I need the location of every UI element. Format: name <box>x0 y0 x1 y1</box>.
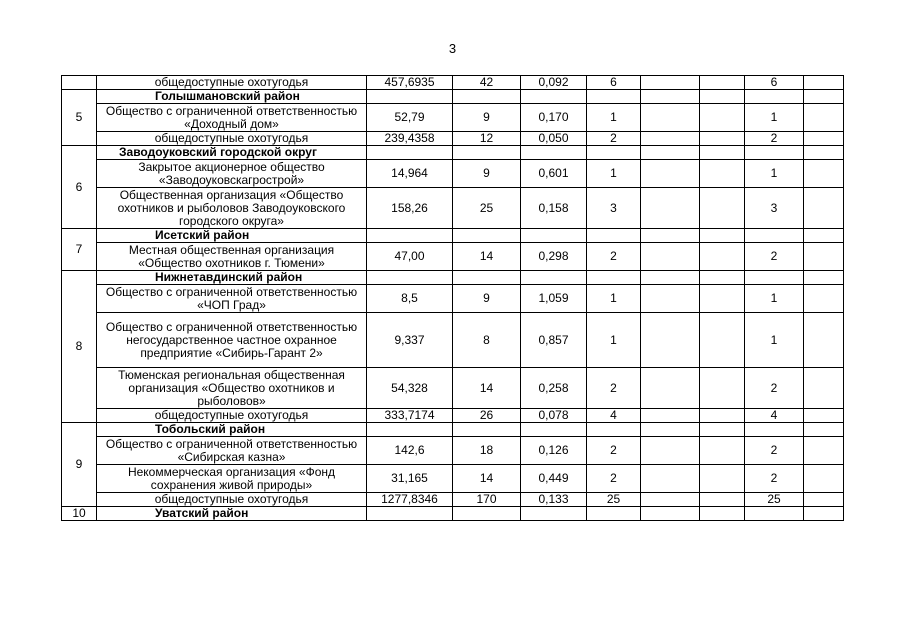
total-cell: 2 <box>745 465 804 493</box>
empty-cell <box>804 76 844 90</box>
quota-cell: 1 <box>587 285 641 313</box>
row-number-cell: 5 <box>62 90 97 146</box>
density-cell: 0,298 <box>521 243 587 271</box>
district-name: Голышмановский район <box>97 90 367 104</box>
empty-cell <box>641 493 700 507</box>
empty-cell <box>587 507 641 521</box>
empty-cell <box>700 368 745 409</box>
empty-cell <box>700 409 745 423</box>
empty-cell <box>804 132 844 146</box>
empty-cell <box>453 507 521 521</box>
organization-cell: Закрытое акционерное общество «Заводоуковскагрострой» <box>97 160 367 188</box>
density-cell: 0,857 <box>521 313 587 368</box>
organization-cell: общедоступные охотугодья <box>97 76 367 90</box>
empty-cell <box>641 313 700 368</box>
district-row <box>62 229 844 243</box>
total-cell: 1 <box>745 104 804 132</box>
empty-cell <box>453 229 521 243</box>
total-cell: 1 <box>745 285 804 313</box>
empty-cell <box>641 160 700 188</box>
hunting-quota-table <box>61 75 844 521</box>
organization-cell: Местная общественная организация «Общество охотников г. Тюмени» <box>97 243 367 271</box>
density-cell: 1,059 <box>521 285 587 313</box>
table-row <box>62 409 844 423</box>
empty-cell <box>700 90 745 104</box>
count-cell: 26 <box>453 409 521 423</box>
empty-cell <box>367 271 453 285</box>
empty-cell <box>587 90 641 104</box>
page-number: 3 <box>448 41 457 56</box>
empty-cell <box>745 271 804 285</box>
quota-cell: 2 <box>587 465 641 493</box>
table-row <box>62 243 844 271</box>
empty-cell <box>521 271 587 285</box>
empty-cell <box>521 90 587 104</box>
empty-cell <box>804 409 844 423</box>
count-cell: 12 <box>453 132 521 146</box>
empty-cell <box>700 285 745 313</box>
empty-cell <box>641 76 700 90</box>
empty-cell <box>367 507 453 521</box>
district-name: Тобольский район <box>97 423 367 437</box>
organization-cell: Некоммерческая организация «Фонд сохранения живой природы» <box>97 465 367 493</box>
empty-cell <box>641 188 700 229</box>
empty-cell <box>521 229 587 243</box>
empty-cell <box>641 229 700 243</box>
density-cell: 0,170 <box>521 104 587 132</box>
empty-cell <box>641 423 700 437</box>
count-cell: 9 <box>453 285 521 313</box>
quota-cell: 2 <box>587 368 641 409</box>
area-cell: 457,6935 <box>367 76 453 90</box>
organization-cell: Тюменская региональная общественная организация «Общество охотников и рыболовов» <box>97 368 367 409</box>
area-cell: 54,328 <box>367 368 453 409</box>
area-cell: 14,964 <box>367 160 453 188</box>
empty-cell <box>453 90 521 104</box>
total-cell: 2 <box>745 368 804 409</box>
area-cell: 47,00 <box>367 243 453 271</box>
empty-cell <box>641 132 700 146</box>
count-cell: 8 <box>453 313 521 368</box>
empty-cell <box>700 493 745 507</box>
empty-cell <box>700 465 745 493</box>
organization-cell: Общество с ограниченной ответственностью негосударственное частное охранное предприятие «Сибирь-Гарант 2» <box>97 313 367 368</box>
total-cell: 1 <box>745 160 804 188</box>
empty-cell <box>521 146 587 160</box>
count-cell: 14 <box>453 465 521 493</box>
empty-cell <box>804 160 844 188</box>
empty-cell <box>700 229 745 243</box>
empty-cell <box>453 423 521 437</box>
area-cell: 52,79 <box>367 104 453 132</box>
empty-cell <box>700 437 745 465</box>
empty-cell <box>587 271 641 285</box>
district-row <box>62 423 844 437</box>
row-number-cell: 9 <box>62 423 97 507</box>
density-cell: 0,092 <box>521 76 587 90</box>
quota-cell: 1 <box>587 160 641 188</box>
area-cell: 9,337 <box>367 313 453 368</box>
empty-cell <box>700 507 745 521</box>
empty-cell <box>453 271 521 285</box>
empty-cell <box>700 313 745 368</box>
total-cell: 1 <box>745 313 804 368</box>
total-cell: 2 <box>745 132 804 146</box>
empty-cell <box>745 423 804 437</box>
total-cell: 3 <box>745 188 804 229</box>
density-cell: 0,449 <box>521 465 587 493</box>
empty-cell <box>587 229 641 243</box>
density-cell: 0,158 <box>521 188 587 229</box>
organization-cell: общедоступные охотугодья <box>97 132 367 146</box>
empty-cell <box>641 409 700 423</box>
empty-cell <box>641 271 700 285</box>
empty-cell <box>641 437 700 465</box>
district-name: Уватский район <box>97 507 367 521</box>
organization-cell: общедоступные охотугодья <box>97 493 367 507</box>
row-number-cell <box>62 76 97 90</box>
empty-cell <box>700 160 745 188</box>
empty-cell <box>804 146 844 160</box>
empty-cell <box>453 146 521 160</box>
quota-cell: 2 <box>587 243 641 271</box>
empty-cell <box>641 146 700 160</box>
count-cell: 9 <box>453 160 521 188</box>
empty-cell <box>641 368 700 409</box>
district-row <box>62 507 844 521</box>
quota-cell: 1 <box>587 104 641 132</box>
table-row <box>62 104 844 132</box>
area-cell: 158,26 <box>367 188 453 229</box>
quota-cell: 2 <box>587 132 641 146</box>
total-cell: 6 <box>745 76 804 90</box>
empty-cell <box>641 465 700 493</box>
empty-cell <box>521 423 587 437</box>
empty-cell <box>641 243 700 271</box>
district-row <box>62 146 844 160</box>
empty-cell <box>700 243 745 271</box>
empty-cell <box>804 104 844 132</box>
organization-cell: Общество с ограниченной ответственностью «Сибирская казна» <box>97 437 367 465</box>
empty-cell <box>804 271 844 285</box>
empty-cell <box>804 437 844 465</box>
organization-cell: Общественная организация «Общество охотников и рыболовов Заводоуковского городского округа» <box>97 188 367 229</box>
quota-cell: 6 <box>587 76 641 90</box>
density-cell: 0,258 <box>521 368 587 409</box>
table-row <box>62 132 844 146</box>
density-cell: 0,078 <box>521 409 587 423</box>
empty-cell <box>367 90 453 104</box>
table-row <box>62 465 844 493</box>
empty-cell <box>587 146 641 160</box>
empty-cell <box>804 90 844 104</box>
density-cell: 0,126 <box>521 437 587 465</box>
organization-cell: общедоступные охотугодья <box>97 409 367 423</box>
empty-cell <box>804 285 844 313</box>
count-cell: 18 <box>453 437 521 465</box>
empty-cell <box>804 423 844 437</box>
quota-cell: 3 <box>587 188 641 229</box>
row-number-cell: 8 <box>62 271 97 423</box>
empty-cell <box>804 507 844 521</box>
empty-cell <box>700 146 745 160</box>
area-cell: 31,165 <box>367 465 453 493</box>
empty-cell <box>700 104 745 132</box>
district-name: Нижнетавдинский район <box>97 271 367 285</box>
area-cell: 8,5 <box>367 285 453 313</box>
count-cell: 14 <box>453 243 521 271</box>
empty-cell <box>804 465 844 493</box>
count-cell: 170 <box>453 493 521 507</box>
empty-cell <box>587 423 641 437</box>
total-cell: 2 <box>745 243 804 271</box>
empty-cell <box>745 507 804 521</box>
empty-cell <box>804 368 844 409</box>
total-cell: 4 <box>745 409 804 423</box>
area-cell: 333,7174 <box>367 409 453 423</box>
quota-cell: 2 <box>587 437 641 465</box>
district-row <box>62 90 844 104</box>
density-cell: 0,601 <box>521 160 587 188</box>
empty-cell <box>700 271 745 285</box>
count-cell: 42 <box>453 76 521 90</box>
row-number-cell: 7 <box>62 229 97 271</box>
row-number-cell: 10 <box>62 507 97 521</box>
area-cell: 142,6 <box>367 437 453 465</box>
total-cell: 2 <box>745 437 804 465</box>
quota-cell: 25 <box>587 493 641 507</box>
table-row <box>62 285 844 313</box>
empty-cell <box>641 507 700 521</box>
table-row <box>62 188 844 229</box>
empty-cell <box>804 229 844 243</box>
empty-cell <box>641 104 700 132</box>
table-row <box>62 368 844 409</box>
table-row <box>62 160 844 188</box>
empty-cell <box>804 493 844 507</box>
quota-cell: 4 <box>587 409 641 423</box>
count-cell: 14 <box>453 368 521 409</box>
empty-cell <box>700 76 745 90</box>
empty-cell <box>367 229 453 243</box>
empty-cell <box>700 188 745 229</box>
count-cell: 9 <box>453 104 521 132</box>
empty-cell <box>700 132 745 146</box>
empty-cell <box>804 188 844 229</box>
empty-cell <box>745 90 804 104</box>
density-cell: 0,133 <box>521 493 587 507</box>
empty-cell <box>367 423 453 437</box>
empty-cell <box>745 146 804 160</box>
district-row <box>62 271 844 285</box>
district-name: Заводоуковский городской округ <box>97 146 367 160</box>
density-cell: 0,050 <box>521 132 587 146</box>
area-cell: 1277,8346 <box>367 493 453 507</box>
district-name: Исетский район <box>97 229 367 243</box>
total-cell: 25 <box>745 493 804 507</box>
empty-cell <box>641 285 700 313</box>
empty-cell <box>804 243 844 271</box>
count-cell: 25 <box>453 188 521 229</box>
area-cell: 239,4358 <box>367 132 453 146</box>
empty-cell <box>641 90 700 104</box>
table-row <box>62 493 844 507</box>
organization-cell: Общество с ограниченной ответственностью «ЧОП Град» <box>97 285 367 313</box>
table-row <box>62 437 844 465</box>
quota-cell: 1 <box>587 313 641 368</box>
organization-cell: Общество с ограниченной ответственностью «Доходный дом» <box>97 104 367 132</box>
empty-cell <box>804 313 844 368</box>
empty-cell <box>521 507 587 521</box>
empty-cell <box>745 229 804 243</box>
empty-cell <box>367 146 453 160</box>
table-row <box>62 313 844 368</box>
table-row <box>62 76 844 90</box>
row-number-cell: 6 <box>62 146 97 229</box>
empty-cell <box>700 423 745 437</box>
